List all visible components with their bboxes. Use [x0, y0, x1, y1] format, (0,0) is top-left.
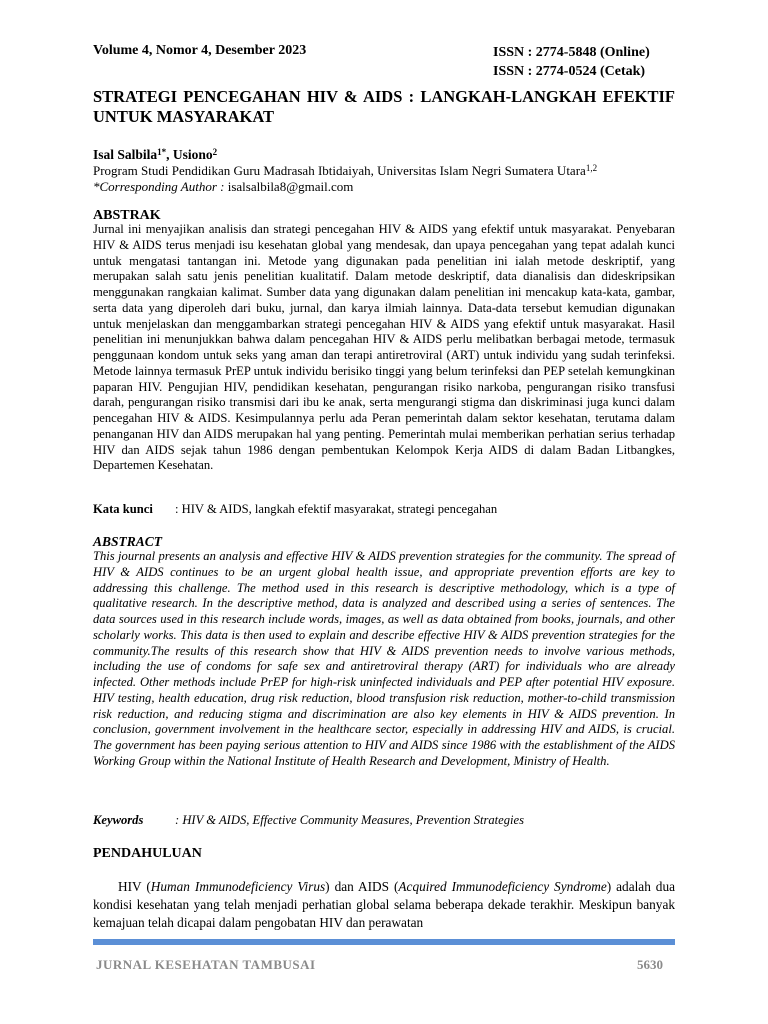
keywords-values: : HIV & AIDS, Effective Community Measures, Prevention Strategies [175, 813, 525, 827]
author-affiliation-mark: 1* [157, 147, 167, 157]
journal-name: JURNAL KESEHATAN TAMBUSAI [96, 957, 316, 972]
corresponding-email[interactable]: isalsalbila8@gmail.com [227, 179, 354, 194]
author-list [93, 147, 217, 163]
pendahuluan-text: ) adalah dua kondisi kesehatan yang telah menjadi perhatian global selama beberapa dekade terakhir. Meskipun banyak kemajuan telah dicapai dalam pengobatan HIV dan perawatan [93, 879, 675, 930]
footer-divider [93, 939, 675, 945]
issn-block [493, 43, 650, 81]
abstract-text: This journal presents an analysis and effective HIV & AIDS prevention strategies for the community. The spread of HIV & AIDS continues to be an urgent global health issue, and appropriate prevention efforts are key to addressing this challenge. The method used in this research is descriptive methodology, which is a type of qualitative research. In the descriptive method, data is analyzed and described using a series of sentences. The data sources used in this research include words, images, as well as data obtained from books, journals, and other scholarly works. This data is then used to explain and describe effective HIV & AIDS prevention strategies for the community.The results of this research show that HIV & AIDS prevention needs to involve various methods, including the use of condoms for safe sex and antiretroviral therapy (ART) for individuals who are already infected. Other methods include PrEP for high-risk uninfected individuals and PEP after potential HIV exposure. HIV testing, health education, drug risk reduction, blood transfusion risk reduction, mother-to-child transmission risk reduction, and reducing stigma and discrimination are also key elements in HIV & AIDS prevention. In conclusion, government involvement in the healthcare sector, especially in addressing HIV and AIDS, is crucial. The government has been paying serious attention to HIV and AIDS since 1986 with the establishment of the AIDS Working Group within the National Institute of Health Research and Development, Ministry of Health. [93, 549, 675, 768]
kata-kunci-values: : HIV & AIDS, langkah efektif masyarakat, strategi pencegahan [175, 502, 498, 516]
keywords-label: Keywords [93, 813, 144, 827]
pendahuluan-term: Acquired Immunodeficiency Syndrome [398, 879, 607, 894]
keywords-line [93, 813, 524, 828]
abstrak-text: Jurnal ini menyajikan analisis dan strategi pencegahan HIV & AIDS yang efektif untuk masyarakat. Penyebaran HIV & AIDS terus menjadi isu kesehatan global yang mendesak, dan upaya pencegahan yang tepat adalah kunci untuk mengatasi tantangan ini. Metode yang digunakan pada penelitian ini ialah metode deskriptif, yang merupakan salah satu jenis penelitian kualitatif. Dalam metode deskriptif, data dianalisis dan dideskripsikan menggunakan rangkaian kalimat. Sumber data yang digunakan dalam penelitian ini mencakup kata-kata, gambar, serta data yang diperoleh dari buku, jurnal, dan karya ilmiah lainnya. Data-data tersebut kemudian digunakan untuk menjelaskan dan menggambarkan strategi pencegahan HIV & AIDS yang efektif untuk masyarakat. Hasil penelitian ini menunjukkan bahwa dalam pencegahan HIV & AIDS perlu melibatkan berbagai metode, termasuk penggunaan kondom untuk seks yang aman dan terapi antiretroviral (ART) untuk individu yang sudah terinfeksi. Metode lainnya termasuk PrEP untuk individu berisiko tinggi yang belum terinfeksi dan PEP setelah kemungkinan paparan HIV. Pengujian HIV, pendidikan kesehatan, pengurangan risiko narkoba, pengurangan risiko transfusi darah, pengurangan risiko transmisi dari ibu ke anak, serta mengurangi stigma dan diskriminasi juga kunci dalam pencegahan HIV & AIDS. Kesimpulannya perlu ada Peran pemerintah dalam sektor kesehatan, terutama dalam penanganan HIV dan AIDS merupakan hal yang penting. Pemerintah mulai memberikan perhatian serius terhadap HIV dan AIDS sejak tahun 1986 dengan pembentukan Kelompok Kerja AIDS di dalam Badan Litbangkes, Departemen Kesehatan. [93, 222, 675, 473]
page-number: 5630 [637, 957, 663, 972]
author-affiliation-mark: 2 [212, 147, 218, 157]
author-name: Isal Salbila [93, 147, 158, 162]
volume-info: Volume 4, Nomor 4, Desember 2023 [93, 43, 307, 58]
pendahuluan-text: ) dan AIDS ( [325, 879, 399, 894]
abstract-heading: ABSTRACT [93, 534, 163, 549]
pendahuluan-paragraph [93, 878, 675, 932]
author-name: Usiono [172, 147, 213, 162]
pendahuluan-term: Human Immunodeficiency Virus [150, 879, 326, 894]
corresponding-label: *Corresponding Author : [93, 179, 228, 194]
kata-kunci-line [93, 502, 497, 517]
abstrak-heading: ABSTRAK [93, 208, 161, 223]
affiliation-mark: 1,2 [585, 163, 598, 173]
pendahuluan-heading: PENDAHULUAN [93, 846, 202, 861]
pendahuluan-text: HIV ( [118, 879, 151, 894]
issn-print: ISSN : 2774-0524 (Cetak) [493, 64, 646, 79]
author-separator: , [166, 147, 173, 162]
affiliation: Program Studi Pendidikan Guru Madrasah Ibtidaiyah, Universitas Islam Negri Sumatera Utara [93, 163, 586, 178]
affiliation-block [93, 163, 693, 195]
paper-title: STRATEGI PENCEGAHAN HIV & AIDS : LANGKAH-LANGKAH EFEKTIF UNTUK MASYARAKAT [93, 87, 675, 126]
issn-online: ISSN : 2774-5848 (Online) [493, 45, 650, 60]
kata-kunci-label: Kata kunci [93, 502, 153, 516]
